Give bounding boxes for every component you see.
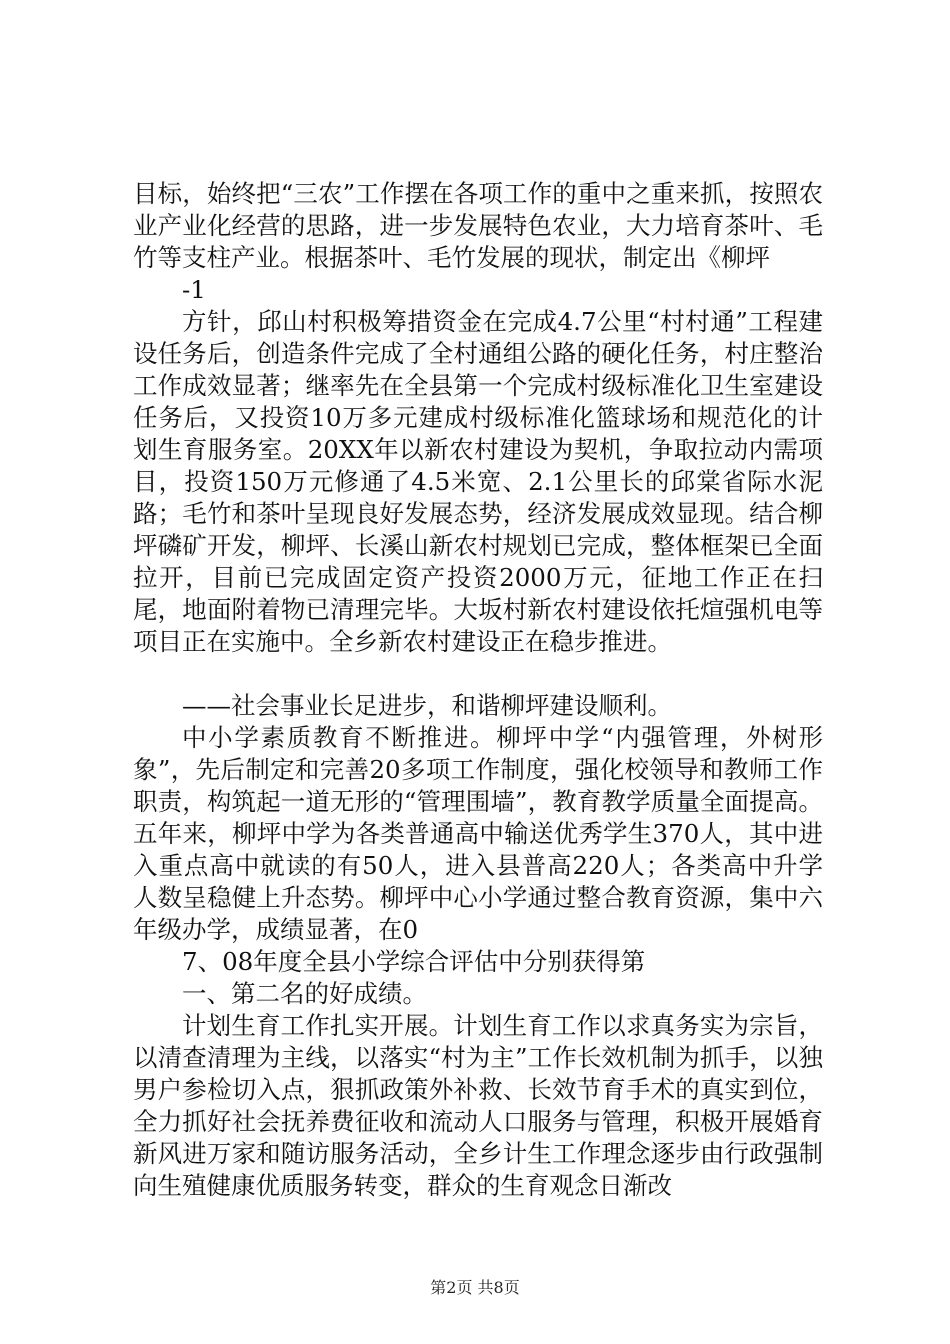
- section-heading-social: ——社会事业长足进步，和谐柳坪建设顺利。: [182, 691, 672, 720]
- paragraph-6: 计划生育工作扎实开展。计划生育工作以求真务实为宗旨，以清查清理为主线，以落实“村为主”工作长效机制为抓手，以独男户参检切入点，狠抓政策外补救、长效节育手术的真实到位，全力抓好社会抚养费征收和流动人口服务与管理，积极开展婚育新风进万家和随访服务活动，全乡计生工作理念逐步由行政强制向生殖健康优质服务转变，群众的生育观念日渐改: [133, 1011, 823, 1200]
- paragraph-3: 中小学素质教育不断推进。柳坪中学“内强管理，外树形象”，先后制定和完善20多项工作制度，强化校领导和教师工作职责，构筑起一道无形的“管理围墙”，教育教学质量全面提高。五年来，柳坪中学为各类普通高中输送优秀学生370人，其中进入重点高中就读的有50人，进入县普高220人；各类高中升学人数呈稳健上升态势。柳坪中心小学通过整合教育资源，集中六年级办学，成绩显著，在0: [133, 723, 823, 944]
- paragraph-1: 目标，始终把“三农”工作摆在各项工作的重中之重来抓，按照农业产业化经营的思路，进一步发展特色农业，大力培育茶叶、毛竹等支柱产业。根据茶叶、毛竹发展的现状，制定出《柳坪: [133, 179, 823, 272]
- paragraph-4: 7、08年度全县小学综合评估中分别获得第: [182, 947, 646, 976]
- paragraph-5: 一、第二名的好成绩。: [182, 979, 427, 1008]
- document-body: [133, 178, 823, 1202]
- paragraph-page-marker: -1: [182, 275, 206, 304]
- paragraph-2: 方针，邱山村积极筹措资金在完成4.7公里“村村通”工程建设任务后，创造条件完成了全村通组公路的硬化任务，村庄整治工作成效显著；继率先在全县第一个完成村级标准化卫生室建设任务后，又投资10万多元建成村级标准化篮球场和规范化的计划生育服务室。20XX年以新农村建设为契机，争取拉动内需项目，投资150万元修通了4.5米宽、2.1公里长的邱棠省际水泥路；毛竹和茶叶呈现良好发展态势，经济发展成效显现。结合柳坪磷矿开发，柳坪、长溪山新农村规划已完成，整体框架已全面拉开，目前已完成固定资产投资2000万元，征地工作正在扫尾，地面附着物已清理完毕。大坂村新农村建设依托煊强机电等项目正在实施中。全乡新农村建设正在稳步推进。: [133, 307, 823, 656]
- page-footer: 第2页 共8页: [430, 1278, 520, 1297]
